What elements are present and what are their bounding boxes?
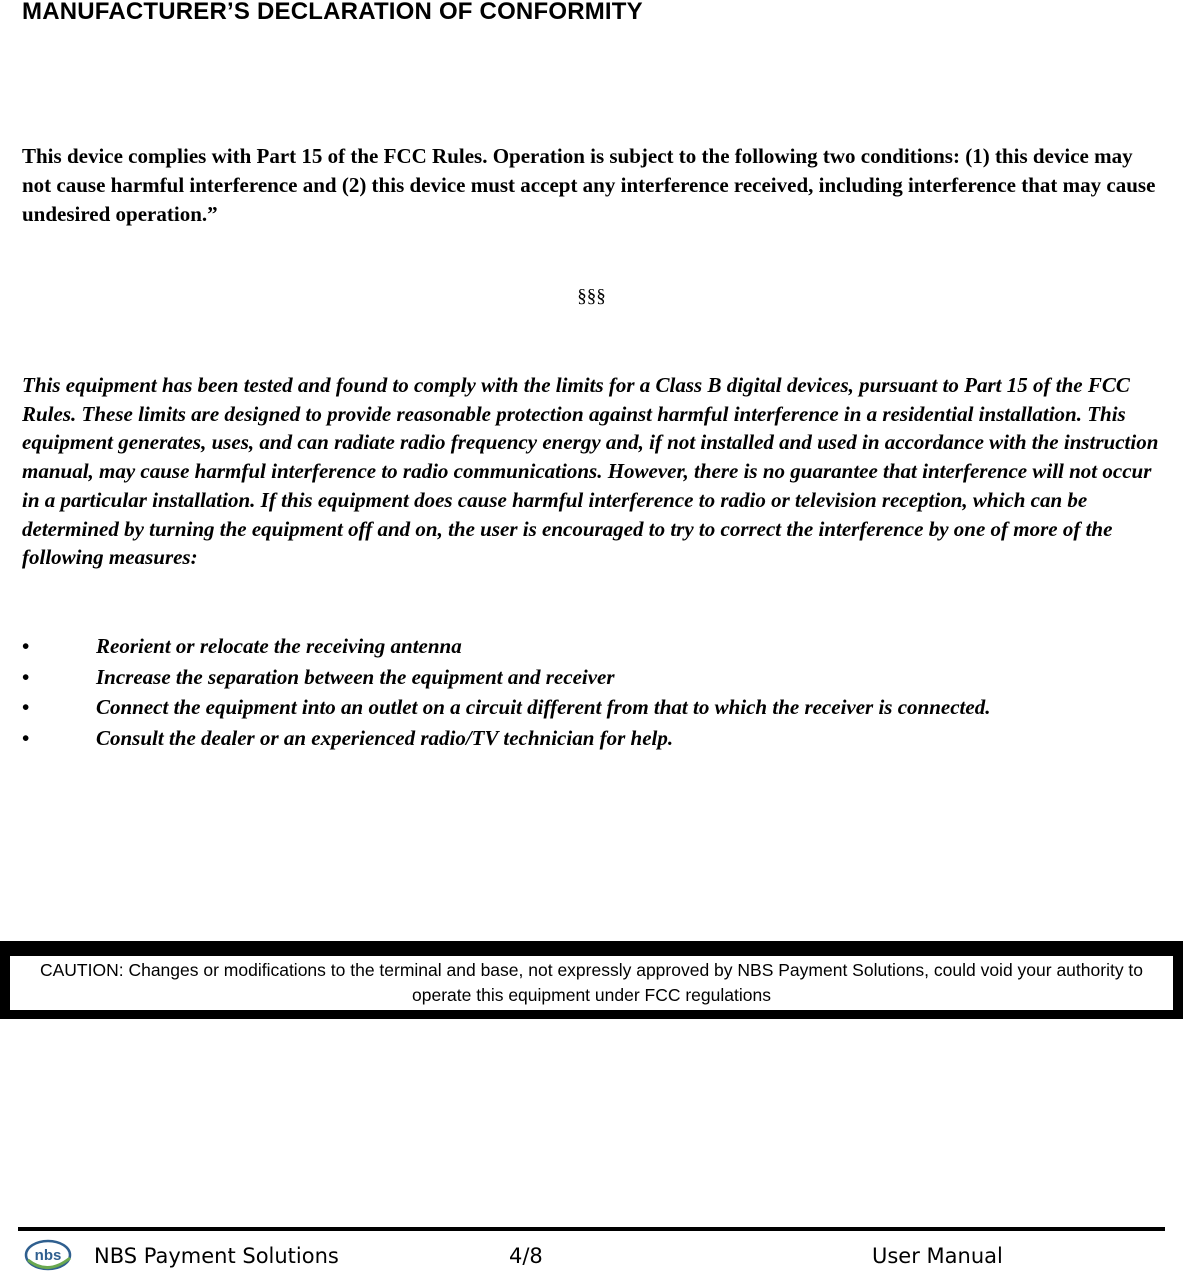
bullet-icon: • — [22, 695, 30, 719]
page-footer — [0, 1236, 1183, 1275]
fcc-compliance-statement: This device complies with Part 15 of the FCC Rules. Operation is subject to the following two conditions: (1) this device may not cause harmful interference and (2) this device must accept any interference received, including interference that may cause undesired operation.” — [22, 144, 1156, 226]
section-separator: §§§ — [577, 286, 606, 307]
measures-list — [22, 632, 1177, 754]
svg-text:nbs: nbs — [34, 1247, 62, 1264]
bullet-icon: • — [22, 664, 30, 689]
list-item — [22, 693, 1177, 724]
measure-text: Increase the separation between the equipment and receiver — [96, 664, 615, 689]
nbs-logo-icon — [24, 1236, 74, 1274]
bullet-icon: • — [22, 634, 30, 658]
caution-box — [0, 941, 1183, 1019]
page-title: MANUFACTURER’S DECLARATION OF CONFORMITY — [22, 0, 643, 25]
caution-text: CAUTION: Changes or modifications to the terminal and base, not expressly approved by NBS Payment Solutions, could void your authority to operate this equipment under FCC regulations — [8, 954, 1175, 1012]
page-number: 4/8 — [509, 1244, 543, 1268]
footer-document-type: User Manual — [872, 1244, 1003, 1268]
bullet-icon: • — [22, 725, 30, 750]
list-item — [22, 663, 1177, 694]
footer-company: NBS Payment Solutions — [94, 1244, 339, 1268]
list-item — [22, 724, 1177, 755]
list-item — [22, 632, 1177, 663]
class-b-statement: This equipment has been tested and found to comply with the limits for a Class B digital devices, pursuant to Part 15 of the FCC Rules. These limits are designed to provide reasonable protection against harmful interference in a residential installation. This equipment generates, uses, and can radiate radio frequency energy and, if not installed and used in accordance with the instruction manual, may cause harmful interference to radio communications. However, there is no guarantee that interference will not occur in a particular installation. If this equipment does cause harmful interference to radio or television reception, which can be determined by turning the equipment off and on, the user is encouraged to try to correct the interference by one of more of the following measures: — [22, 373, 1159, 570]
measure-text: Connect the equipment into an outlet on a circuit different from that to which the receiver is connected. — [96, 695, 991, 719]
measure-text: Reorient or relocate the receiving antenna — [96, 634, 462, 658]
measure-text: Consult the dealer or an experienced radio/TV technician for help. — [96, 725, 674, 750]
footer-divider — [18, 1227, 1165, 1231]
